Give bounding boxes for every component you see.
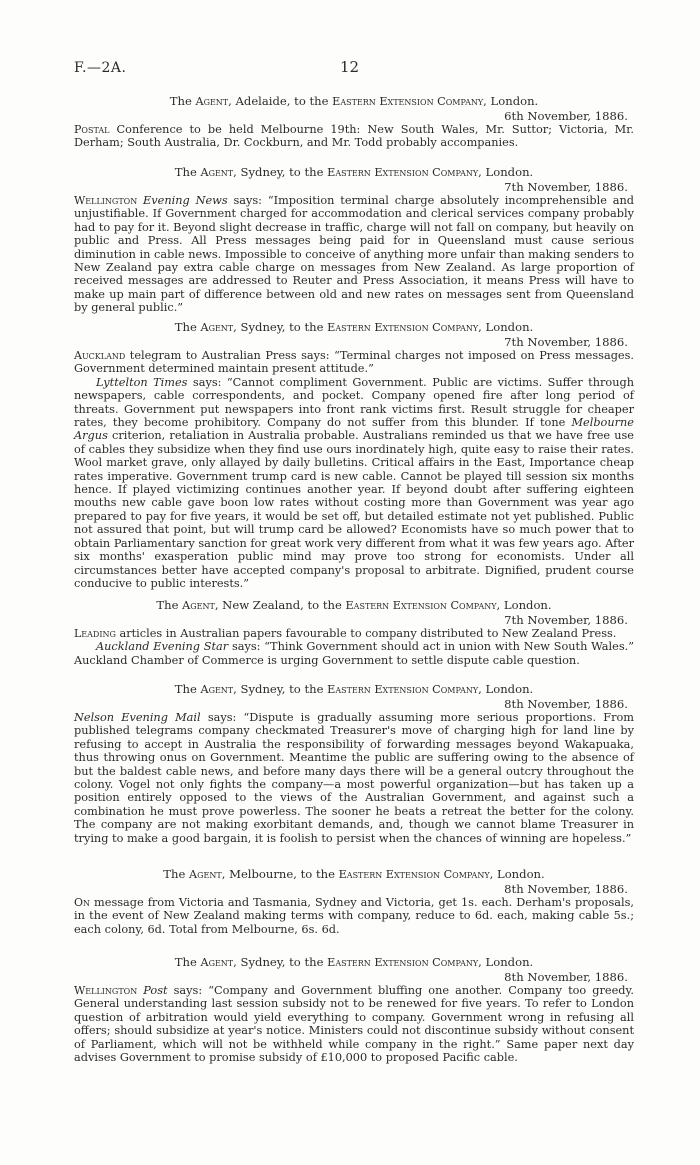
telegram-date: 7th November, 1886. [504, 180, 628, 194]
telegram-body: Postal Conference to be held Melbourne 19th: New South Wales, Mr. Suttor; Victoria, Mr. Derham; South Australia, Dr. Cockburn, and Mr. Todd probably accompanies. [74, 123, 634, 150]
telegram-adelaide-6nov [74, 94, 634, 150]
telegram-body: Wellington Post says: “Company and Government bluffing one another. Company too greedy. General understanding last session subsidy not to be renewed for five years. To refer to London question of arbitration would yield everything to company. Government wrong in refusing all offers; should subsidize at year's notice. Ministers could not discontinue subsidy without consent of Parliament, which will not be withheld while company in the right.” Same paper next day advises Government to promise subsidy of £10,000 to proposed Pacific cable. [74, 984, 634, 1065]
telegram-body: Nelson Evening Mail says: “Dispute is gradually assuming more serious proportions. From published telegrams company checkmated Treasurer's move of charging high for land line by refusing to accept in Australia the responsibility of forwarding messages beyond Wakapuaka, thus throwing onus on Government. Meantime the public are suffering owing to the absence of but the baldest cable news, and before many days there will be a general outcry throughout the colony. Vogel not only fights the company—a most powerful organization—but has taken up a position entirely opposed to the views of the Australian Government, and against such a combination he must prove powerless. The sooner he beats a retreat the better for the colony. The company are not making exorbitant demands, and, though we cannot blame Treasurer in trying to make a good bargain, it is foolish to persist when the chances of winning are hopeless.” [74, 711, 634, 845]
telegram-sydney-7nov-wellington [74, 165, 634, 315]
telegram-body: On message from Victoria and Tasmania, Sydney and Victoria, get 1s. each. Derham's proposals, in the event of New Zealand making terms with company, reduce to 6d. each, making cable 5s.; each colony, 6d. Total from Melbourne, 6s. 6d. [74, 896, 634, 936]
telegram-date: 8th November, 1886. [504, 697, 628, 711]
telegram-heading: The Agent, Sydney, to the Eastern Extension Company, London. [174, 955, 534, 969]
telegram-date: 6th November, 1886. [504, 109, 628, 123]
telegram-heading: The Agent, New Zealand, to the Eastern Extension Company, London. [156, 598, 552, 612]
telegram-heading: The Agent, Sydney, to the Eastern Extension Company, London. [174, 682, 534, 696]
telegram-body-continued: Lyttelton Times says: “Cannot compliment Government. Public are victims. Suffer through newspapers, cable correspondents, and pocket. Company opened fire after long period of threats. Government put newspapers into front rank victims first. Result struggle for cheaper rates, they become prohibitory. Company do not suffer from this blunder. If tone Melbourne Argus criterion, retaliation in Australia probable. Australians reminded us that we have free use of cables they subsidize when they find use ours inordinately high, quite easy to raise their rates. Wool market grave, only allayed by daily bulletins. Critical affairs in the East, Importance cheap rates imperative. Government trump card is new cable. Cannot be played till session six months hence. If played victimizing continues another year. If beyond doubt after suffering eighteen mouths new cable gave boon low rates without costing more than Government was year ago prepared to pay for five years, it would be set off, but detailed estimate not yet published. Public not assured that point, but will trump card be allowed? Economists have so much power that to obtain Parliamentary sanction for great work very different from what it was few years ago. After six months' exasperation public mind may prove too strong for economists. Under all circumstances better have accepted company's proposal to arbitrate. Dignified, prudent course conducive to public interests.” [74, 375, 634, 590]
telegram-body: Leading articles in Australian papers favourable to company distributed to New Zealand Press. [74, 627, 617, 640]
telegram-body: Wellington Evening News says: “Imposition terminal charge absolutely incomprehensible and unjustifiable. If Government charged for accommodation and clerical services company probably had to pay for it. Beyond slight decrease in traffic, charge will not fall on company, but heavily on public and Press. All Press messages being paid for in Queensland must cause serious diminution in cable news. Impossible to conceive of anything more unfair than making senders to New Zealand pay extra cable charge on messages from New Zealand. As large proportion of received messages are addressed to Reuter and Press Association, it means Press will have to make up main part of difference between old and new rates on messages sent from Queensland by general public.” [74, 194, 634, 315]
telegram-date: 7th November, 1886. [504, 613, 628, 627]
telegram-melbourne-8nov [74, 867, 634, 936]
telegram-heading: The Agent, Sydney, to the Eastern Extension Company, London. [174, 165, 534, 179]
telegram-date: 8th November, 1886. [504, 970, 628, 984]
page-number: 12 [340, 58, 360, 76]
telegram-heading: The Agent, Sydney, to the Eastern Extension Company, London. [174, 320, 534, 334]
telegram-body-continued: Auckland Evening Star says: “Think Government should act in union with New South Wales.” Auckland Chamber of Commerce is urging Government to settle dispute cable question. [74, 640, 634, 667]
document-reference: F.—2A. [74, 60, 127, 76]
telegram-date: 7th November, 1886. [504, 335, 628, 349]
telegram-date: 8th November, 1886. [504, 882, 628, 896]
telegram-body: Auckland telegram to Australian Press says: “Terminal charges not imposed on Press messages. Government determined maintain present attitude.” [74, 349, 634, 376]
telegram-sydney-8nov-nelson [74, 682, 634, 845]
telegram-sydney-8nov-wellington [74, 955, 634, 1064]
telegram-heading: The Agent, Melbourne, to the Eastern Extension Company, London. [163, 867, 545, 881]
telegram-sydney-7nov-auckland [74, 320, 634, 590]
telegram-newzealand-7nov [74, 598, 634, 667]
telegram-heading: The Agent, Adelaide, to the Eastern Extension Company, London. [169, 94, 539, 108]
